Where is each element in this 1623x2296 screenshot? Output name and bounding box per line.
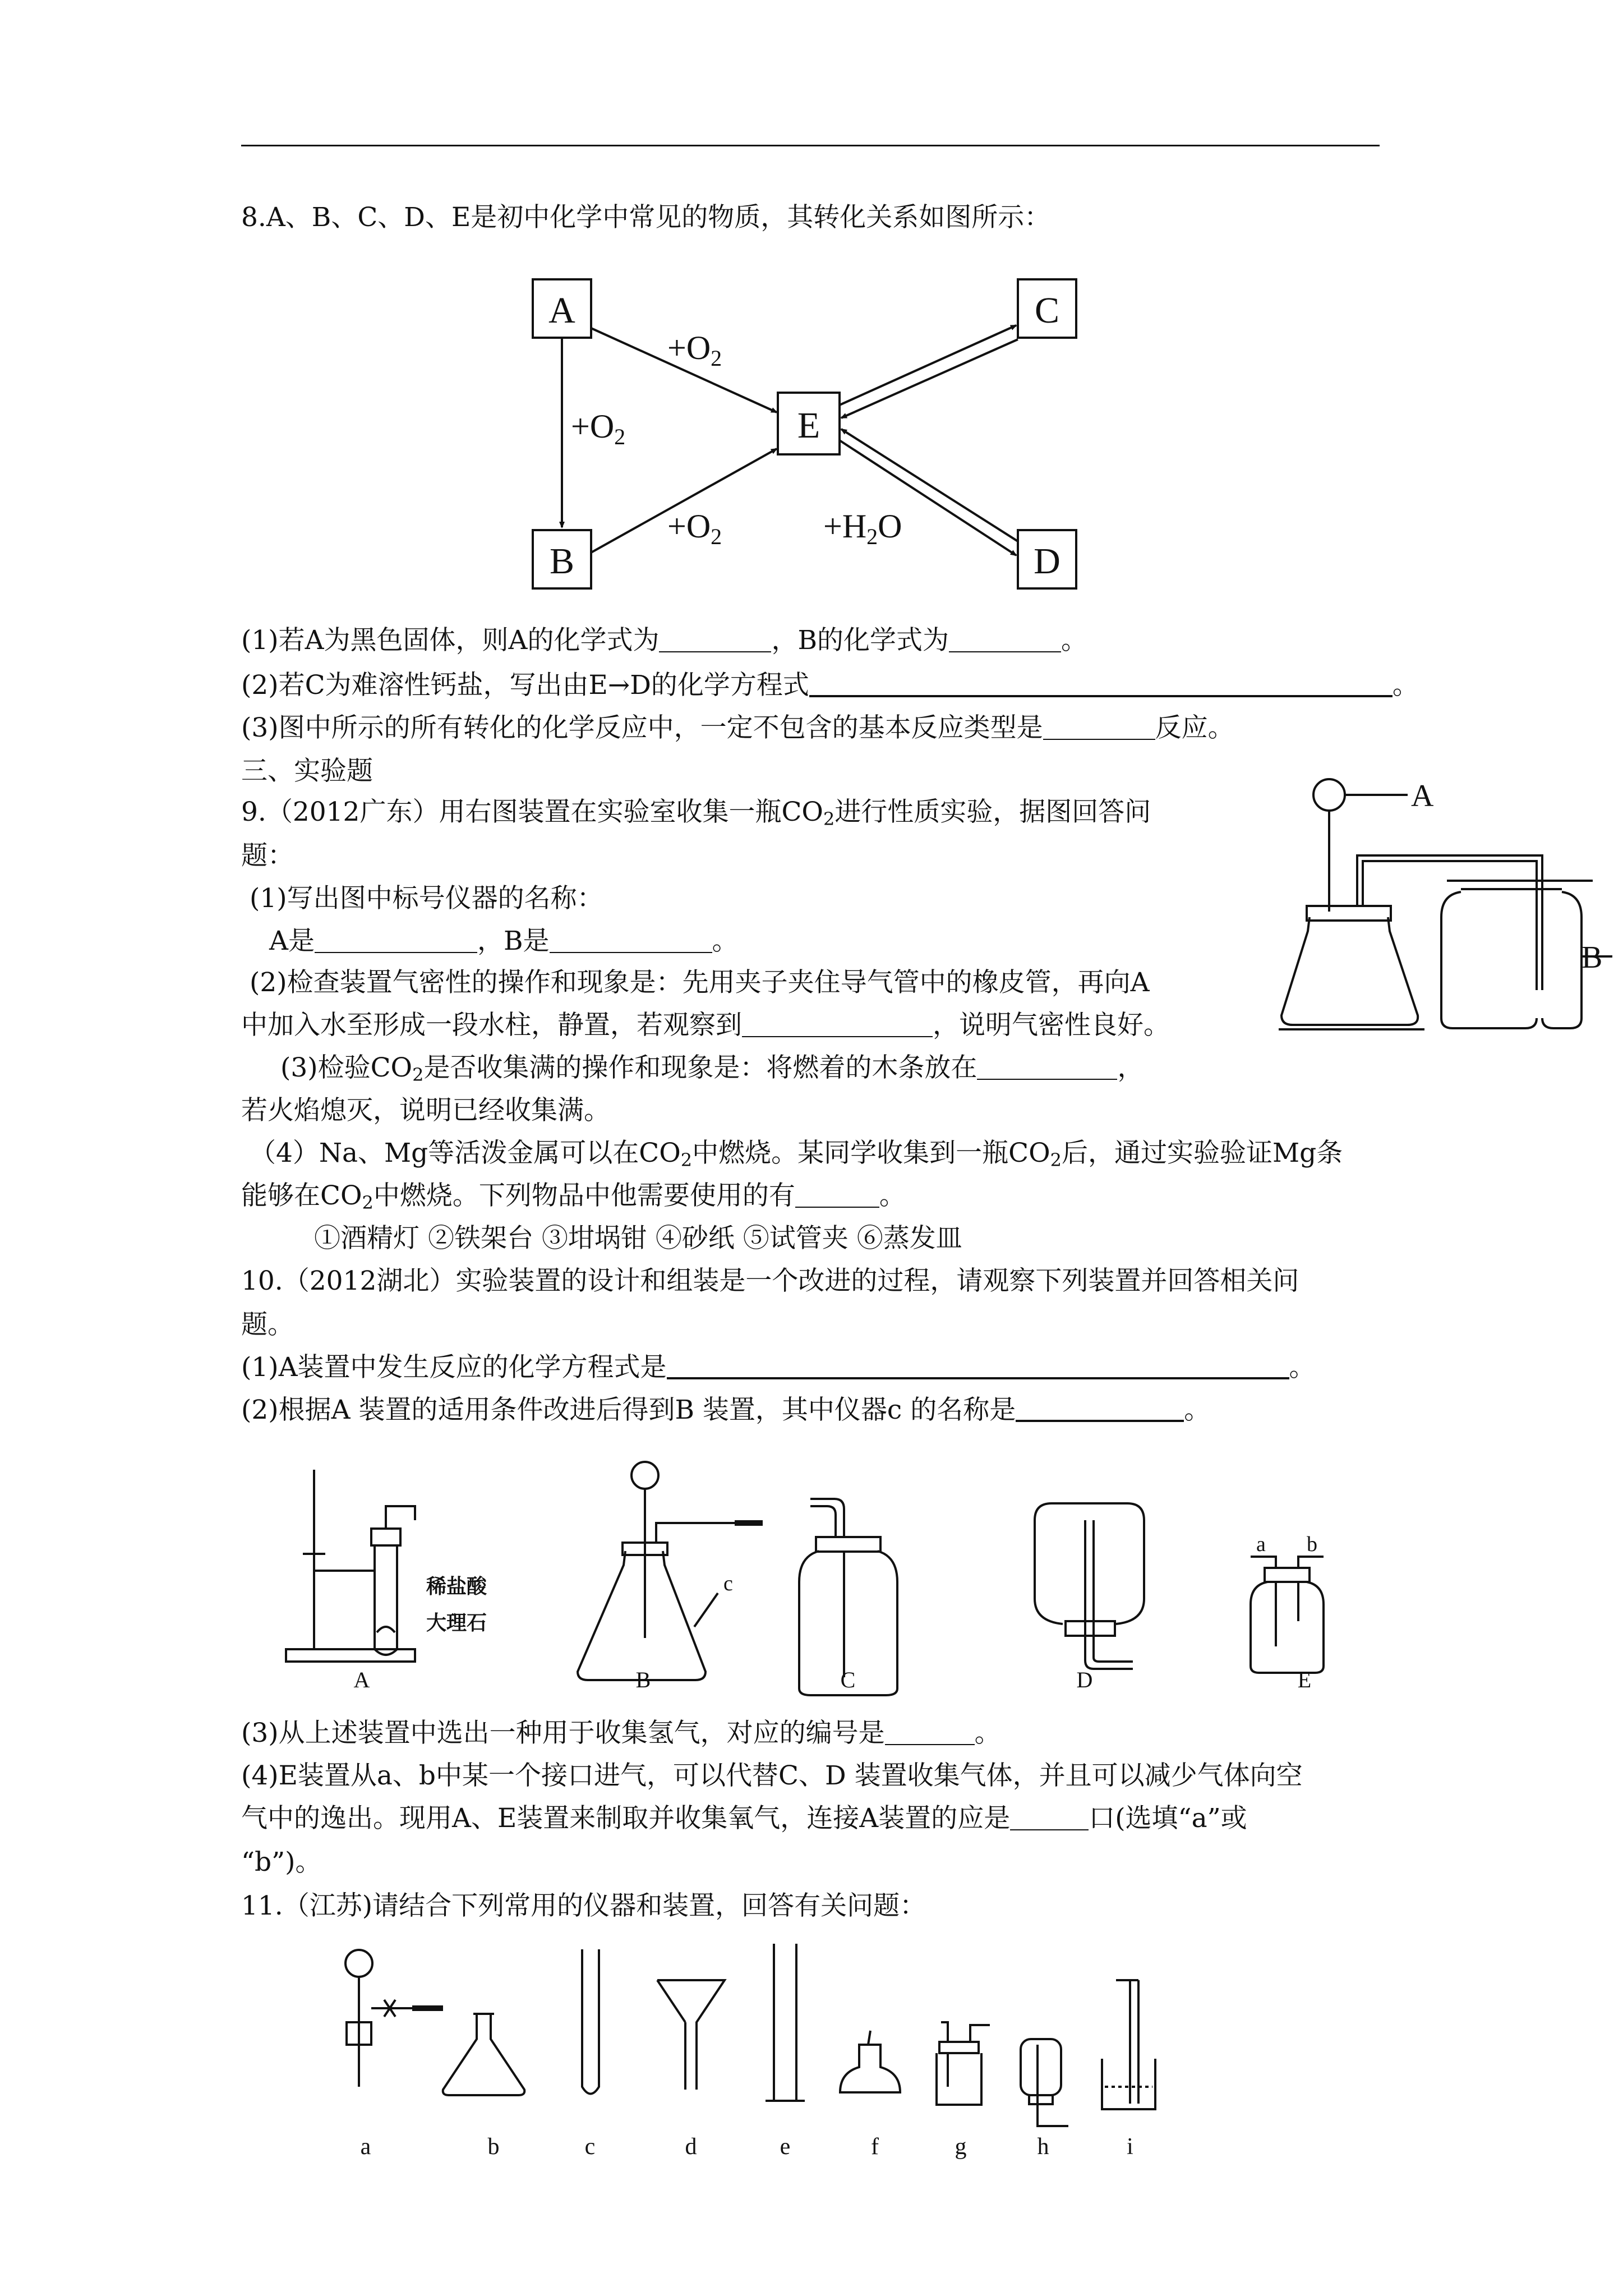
reagent-hcl-label: 稀盐酸 (426, 1575, 487, 1598)
answer-blank[interactable] (667, 1351, 1289, 1379)
answer-blank[interactable] (550, 926, 712, 953)
answer-blank[interactable] (315, 926, 477, 953)
edge-a-b-label: $+O_2$ (571, 408, 626, 449)
caption-d: d (685, 2134, 697, 2160)
q8-stem: 8.A、B、C、D、E是初中化学中常见的物质，其转化关系如图所示： (241, 202, 1051, 233)
node-d-label: D (1034, 541, 1061, 582)
q8-part3: (3)图中所示的所有转化的化学反应中，一定不包含的基本反应类型是 反应。 (241, 712, 1234, 743)
edge-b-e-label: $+O_2$ (667, 508, 722, 549)
caption-e: e (780, 2134, 791, 2160)
edge-a-e-label: $+O_2$ (667, 329, 722, 371)
q9-stem-2: 题： (241, 840, 294, 871)
apparatus-set-figure (252, 1453, 1352, 1705)
q10-stem-2: 题。 (241, 1309, 294, 1340)
q11-stem: 11.（江苏)请结合下列常用的仪器和装置，回答有关问题： (241, 1890, 926, 1921)
instruments-figure (314, 1941, 1279, 2165)
q10-stem-1: 10.（2012湖北）实验装置的设计和组装是一个改进的过程，请观察下列装置并回答相关问 (241, 1266, 1299, 1296)
node-b-label: B (549, 541, 575, 582)
q9-part1: (1)写出图中标号仪器的名称： (250, 883, 603, 914)
caption-b: B (635, 1667, 651, 1692)
q10-part1: (1)A装置中发生反应的化学方程式是 。 (241, 1352, 1316, 1383)
q9-part2-b: 中加入水至形成一段水柱，静置，若观察到 ，说明气密性良好。 (241, 1010, 1170, 1041)
label-a: A (1411, 779, 1434, 813)
answer-blank[interactable] (1016, 1394, 1184, 1422)
answer-blank[interactable] (659, 625, 771, 652)
arrow-c-e (841, 339, 1018, 418)
q9-part3-b: 若火焰熄灭，说明已经收集满。 (241, 1095, 610, 1126)
q9-part4-a: （4）Na、Mg等活泼金属可以在$CO_2$中燃烧。某同学收集到一瓶$CO_2$后，通过实验验证Mg条 (250, 1138, 1343, 1171)
node-e-label: E (797, 405, 820, 446)
q10-part4-c: “b”)。 (241, 1847, 322, 1878)
q10-part2: (2)根据A 装置的适用条件改进后得到B 装置，其中仪器c 的名称是 。 (241, 1395, 1211, 1425)
answer-blank[interactable] (1010, 1803, 1089, 1830)
label-a: a (1256, 1533, 1266, 1556)
q9-part2-a: (2)检查装置气密性的操作和现象是：先用夹子夹住导气管中的橡皮管，再向A (250, 967, 1150, 998)
answer-blank[interactable] (885, 1718, 975, 1745)
caption-e: E (1297, 1667, 1312, 1692)
caption-i: i (1127, 2134, 1133, 2160)
caption-b: b (487, 2134, 500, 2160)
arrow-e-c (840, 325, 1016, 405)
label-b: B (1581, 940, 1603, 975)
answer-blank[interactable] (809, 669, 1393, 697)
caption-c: c (584, 2134, 596, 2160)
q9-part3-a: (3)检验$CO_2$是否收集满的操作和现象是：将燃着的木条放在 ， (280, 1052, 1144, 1085)
q10-part3: (3)从上述装置中选出一种用于收集氢气，对应的编号是 。 (241, 1718, 1001, 1749)
q10-part4-a: (4)E装置从a、b中某一个接口进气，可以代替C、D 装置收集气体，并且可以减少气体向空 (241, 1760, 1303, 1791)
caption-a: a (360, 2134, 371, 2160)
caption-g: g (955, 2134, 967, 2160)
answer-blank[interactable] (1043, 713, 1155, 740)
label-b: b (1307, 1533, 1317, 1556)
co2-collection-apparatus-figure (1279, 771, 1615, 1046)
edge-e-d-label: $+H_2O$ (823, 508, 902, 549)
caption-h: h (1037, 2134, 1049, 2160)
q9-part4-options: ①酒精灯 ②铁架台 ③坩埚钳 ④砂纸 ⑤试管夹 ⑥蒸发皿 (314, 1223, 962, 1254)
answer-blank[interactable] (742, 1010, 933, 1037)
answer-blank[interactable] (977, 1053, 1117, 1080)
caption-f: f (871, 2134, 879, 2160)
q9-part1-answers: A是 ，B是 。 (269, 926, 739, 956)
node-c-label: C (1034, 290, 1060, 331)
q9-stem-1: 9.（2012广东）用右图装置在实验室收集一瓶$CO_2$进行性质实验，据图回答问 (241, 797, 1151, 830)
label-c: c (723, 1572, 733, 1595)
q8-part1: (1)若A为黑色固体，则A的化学式为 ，B的化学式为 。 (241, 625, 1088, 656)
section-heading: 三、实验题 (241, 756, 373, 786)
q10-part4-b: 气中的逸出。现用A、E装置来制取并收集氧气，连接A装置的应是 口(选填“a”或 (241, 1803, 1247, 1834)
caption-c: C (840, 1667, 856, 1692)
q9-part4-b: 能够在$CO_2$中燃烧。下列物品中他需要使用的有 。 (241, 1180, 906, 1213)
reagent-marble-label: 大理石 (426, 1612, 487, 1635)
node-a-label: A (548, 290, 575, 331)
caption-a: A (353, 1667, 370, 1692)
q8-part2: (2)若C为难溶性钙盐，写出由E→D的化学方程式 。 (241, 670, 1419, 701)
answer-blank[interactable] (795, 1181, 879, 1208)
caption-d: D (1076, 1667, 1093, 1692)
answer-blank[interactable] (949, 625, 1061, 652)
